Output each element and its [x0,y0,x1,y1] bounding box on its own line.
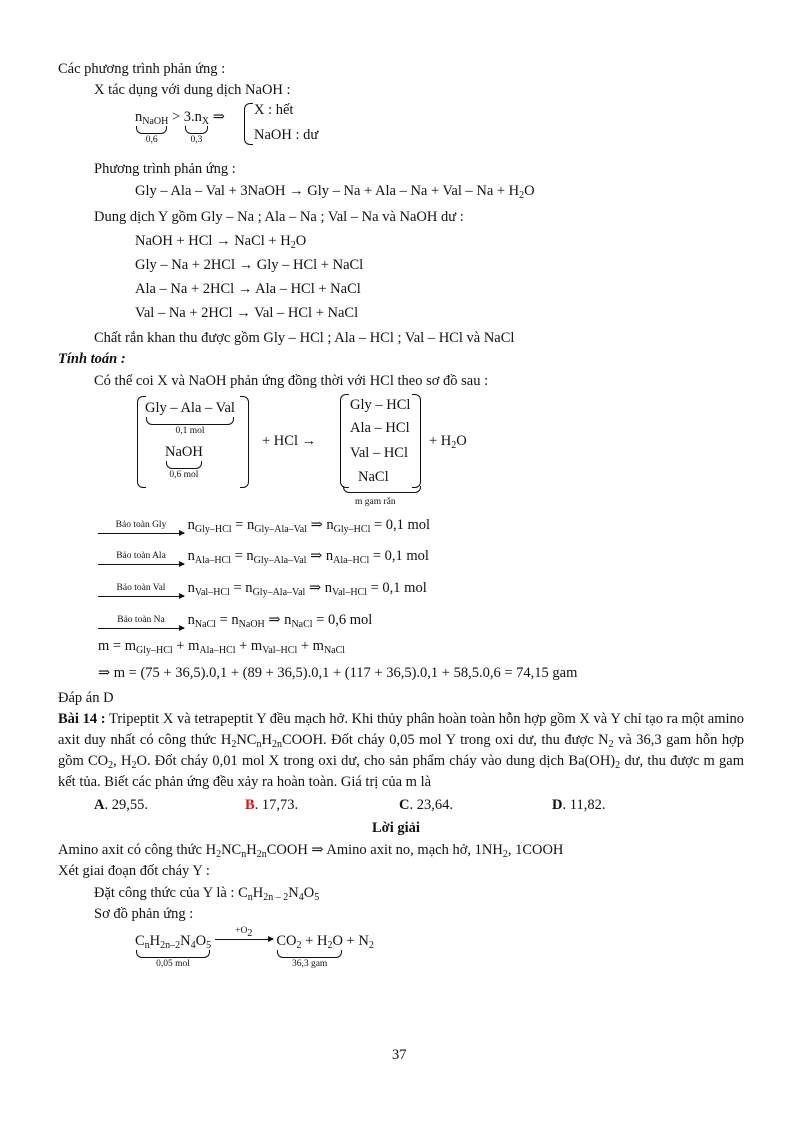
scheme-product: Val – HCl [350,445,408,461]
conservation-line: Bảo toàn Ala $n_{Ala-HCl} = n_{Gly-Ala-Val}$ ⇒ $n_{Ala-HCl} = 0,1$ mol [98,547,429,565]
intro-line: Các phương trình phản ứng : [58,61,226,77]
condition-expression: $n_{NaOH}$ 0,6 > $3.n_X$ 0,3 ⇒ [135,109,225,145]
scheme-right-brace-close [412,394,421,488]
scheme-left-brace-close [240,396,249,488]
condition-case-2: NaOH : dư [254,127,319,143]
equation-heading: Phương trình phản ứng : [94,161,236,177]
scheme-intro: Có thể coi X và NaOH phản ứng đồng thời với HCl theo sơ đồ sau : [94,373,489,389]
naoh-reaction-line: X tác dụng với dung dịch NaOH : [94,82,291,98]
scheme-plus-water: + $H_2O$ [429,433,467,451]
mass-equation: $m = m_{Gly-HCl} + m_{Ala-HCl} + m_{Val-HCl} + m_{NaCl}$ [98,638,346,656]
equation-2: NaOH + HCl → NaCl + $H_2O$ [135,233,307,251]
scheme-product: Gly – HCl [350,397,411,413]
equation-4: Ala – Na + 2HCl → Ala – HCl + NaCl [135,281,361,297]
solution-line-1: Amino axit có công thức $H_2NC_nH_{2n}COOH$ ⇒ Amino axit no, mạch hở, $1NH_2$, 1COOH [58,842,564,860]
scheme-plus-hcl: + HCl → [262,433,317,449]
mass-result: ⇒ m = (75 + 36,5).0,1 + (89 + 36,5).0,1 + (117 + 36,5).0,1 + 58,5.0,6 = 74,15 gam [98,665,578,681]
conservation-line: Bảo toàn Val $n_{Val-HCl} = n_{Gly-Ala-Val}$ ⇒ $n_{Val-HCl} = 0,1$ mol [98,579,427,597]
equation-5: Val – Na + 2HCl → Val – HCl + NaCl [135,305,359,321]
scheme-mass-label: m gam rắn [355,497,396,507]
solution-line-3: Đặt công thức của Y là : $C_nH_{2n - 2}N_4O_5$ [94,885,320,903]
equation-3: Gly – Na + 2HCl → Gly – HCl + NaCl [135,257,364,273]
scheme-right-brace-open [340,394,349,488]
option-d: D. 11,82. [552,797,606,813]
solution-line-4: Sơ đồ phản ứng : [94,906,194,922]
conservation-line: Bảo toàn Na $n_{NaCl} = n_{NaOH}$ ⇒ $n_{NaCl} = 0,6$ mol [98,611,372,629]
page-number: 37 [392,1047,407,1063]
option-a: A. 29,55. [94,797,148,813]
scheme-left-reactant-1: Gly – Ala – Val 0,1 mol [145,400,235,436]
option-b: B. 17,73. [245,797,299,813]
scheme-underbrace [343,486,421,493]
scheme-product: Ala – HCl [350,420,410,436]
scheme-product: NaCl [358,469,389,485]
solid-line: Chất rắn khan thu được gồm Gly – HCl ; Ala – HCl ; Val – HCl và NaCl [94,330,515,346]
solution-line-2: Xét giai đoạn đốt cháy Y : [58,863,210,879]
calc-heading: Tính toán : [58,351,126,367]
conservation-line: Bảo toàn Gly $n_{Gly-HCl} = n_{Gly-Ala-Val}$ ⇒ $n_{Gly-HCl} = 0,1$ mol [98,516,430,534]
solution-heading: Lời giải [372,820,420,836]
condition-brace [244,103,253,145]
problem-14: Bài 14 : Tripeptit X và tetrapeptit Y đều mạch hở. Khi thủy phân hoàn toàn hỗn hợp gồm X và Y chỉ tạo ra một amino axit duy nhất có công thức $H_2NC_nH_{2n}COOH$. Đốt cháy 0,05 mol Y trong oxi dư, thu được $N_2$ và 36,3 gam hỗn hợp gồm $CO_2$, $H_2O$. Đốt cháy 0,01 mol X trong oxi dư, cho sản phẩm cháy vào dung dịch $Ba(OH)_2$ dư, thu được m gam kết tủa. Biết các phản ứng đều xảy ra hoàn toàn. Giá trị của m là [58,711,745,790]
option-c: C. 23,64. [399,797,453,813]
answer-line: Đáp án D [58,690,114,706]
combustion-scheme: $C_nH_{2n-2}N_4O_5$ 0,05 mol $+O_2$ $CO_2 + H_2O$ 36,3 gam + $N_2$ [135,926,374,969]
equation-1: Gly – Ala – Val + 3NaOH → Gly – Na + Ala – Na + Val – $Na + H_2O$ [135,183,535,201]
solution-y-line: Dung dịch Y gồm Gly – Na ; Ala – Na ; Val – Na và NaOH dư : [94,209,464,225]
condition-case-1: X : hết [254,102,294,118]
scheme-left-reactant-2: NaOH 0,6 mol [165,444,203,480]
